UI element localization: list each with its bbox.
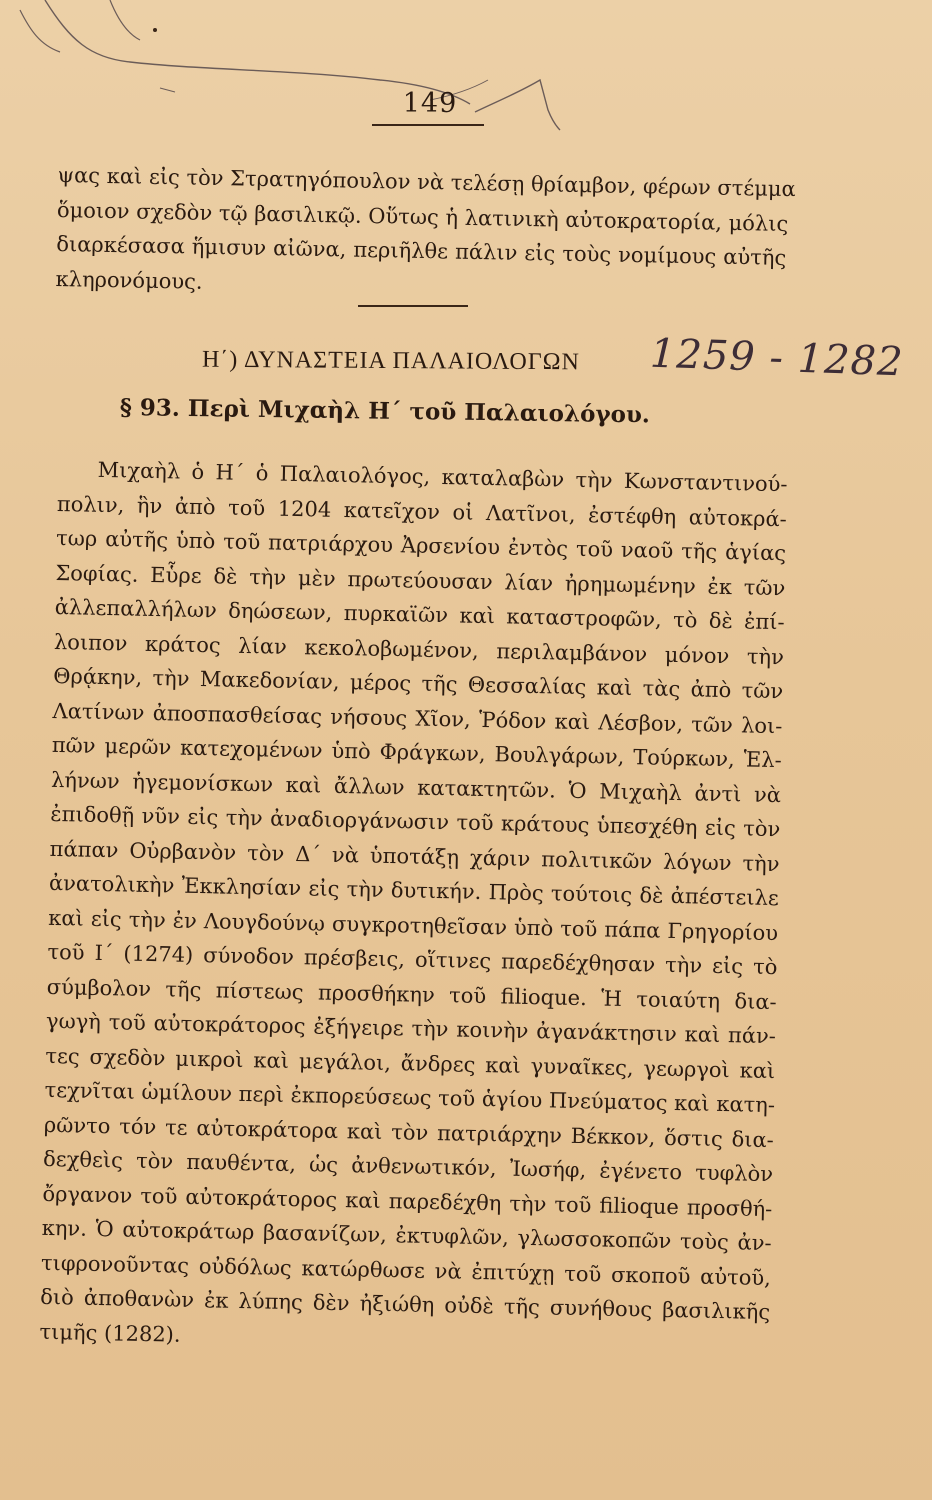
text-line: λοιπον κράτος λίαν κεκολοβωμένον, περιλαμβάνον μόνον τὴν	[53, 629, 785, 669]
paragraph-heading: § 93. Περὶ Μιχαὴλ Η΄ τοῦ Παλαιολόγου.	[119, 394, 651, 429]
text-line: ἀλλεπαλλήλων δηώσεων, πυρκαϊῶν καὶ καταστροφῶν, τὸ δὲ ἐπί-	[54, 594, 785, 635]
text-line: πολιν, ἣν ἀπὸ τοῦ 1204 κατεῖχον οἱ Λατῖνοι, ἐστέφθη αὐτοκρά-	[56, 491, 788, 531]
text-line: καὶ εἰς τὴν ἐν Λουγδούνῳ συγκροτηθεῖσαν ὑπὸ τοῦ πάπα Γρηγορίου	[47, 905, 779, 945]
text-line: Μιχαὴλ ὁ Η΄ ὁ Παλαιολόγος, καταλαβὼν τὴν Κωνσταντινού-	[97, 457, 788, 497]
text-line: ψας καὶ εἰς τὸν Στρατηγόπουλον νὰ τελέσῃ θρίαμβον, φέρων στέμμα	[57, 162, 796, 202]
section-divider	[358, 305, 468, 307]
text-line: δεχθεὶς τὸν παυθέντα, ὡς ἀνθενωτικόν, Ἰωσήφ, ἐγένετο τυφλὸν	[42, 1146, 774, 1187]
text-line: ρῶντο τόν τε αὐτοκράτορα καὶ τὸν πατριάρχην Βέκκον, ὅστις δια-	[43, 1112, 775, 1152]
section-heading: Η΄) ΔΥΝΑΣΤΕΙΑ ΠΑΛΑΙΟΛΟΓΩΝ	[201, 346, 580, 376]
text-line: γωγὴ τοῦ αὐτοκράτορος ἐξήγειρε τὴν κοινὴν ἀγανάκτησιν καὶ πάν-	[45, 1008, 777, 1049]
pencil-scribble	[0, 0, 932, 140]
body-paragraph	[39, 452, 788, 1364]
text-line: Θρᾴκην, τὴν Μακεδονίαν, μέρος τῆς Θεσσαλίας καὶ τὰς ἀπὸ τῶν	[53, 663, 784, 704]
text-line: κληρονόμους.	[55, 266, 203, 294]
text-line: διαρκέσασα ἥμισυν αἰῶνα, περιῆλθε πάλιν εἰς τοὺς νομίμους αὐτῆς	[56, 231, 787, 270]
page-number: 149	[402, 88, 458, 119]
text-line: λήνων ἡγεμονίσκων καὶ ἄλλων κατακτητῶν. Ὁ Μιχαὴλ ἀντὶ νὰ	[50, 767, 782, 807]
handwritten-annotation: 1259 - 1282	[649, 330, 905, 386]
text-line: ἀνατολικὴν Ἐκκλησίαν εἰς τὴν δυτικήν. Πρὸς τούτοις δὲ ἀπέστειλε	[48, 870, 780, 911]
text-line: τωρ αὐτῆς ὑπὸ τοῦ πατριάρχου Ἀρσενίου ἐντὸς τοῦ ναοῦ τῆς ἁγίας	[55, 525, 787, 566]
text-line: ὅμοιον σχεδὸν τῷ βασιλικῷ. Οὕτως ἡ λατινικὴ αὐτοκρατορία, μόλις	[56, 197, 789, 236]
text-line: διὸ ἀποθανὼν ἐκ λύπης δὲν ἠξιώθη οὐδὲ τῆς συνήθους βασιλικῆς	[40, 1284, 771, 1325]
text-line: τιφρονοῦντας οὐδόλως κατώρθωσε νὰ ἐπιτύχῃ τοῦ σκοποῦ αὐτοῦ,	[40, 1250, 772, 1290]
text-line: τιμῆς (1282).	[39, 1319, 181, 1347]
text-line: κην. Ὁ αὐτοκράτωρ βασανίζων, ἐκτυφλῶν, γλωσσοκοπῶν τοὺς ἀν-	[41, 1215, 772, 1256]
text-line: Σοφίας. Εὗρε δὲ τὴν μὲν πρωτεύουσαν λίαν ἠρημωμένην ἐκ τῶν	[55, 560, 786, 600]
text-line: τεχνῖται ὡμίλουν περὶ ἐκπορεύσεως τοῦ ἁγίου Πνεύματος καὶ κατη-	[44, 1077, 776, 1118]
text-line: τοῦ Ι΄ (1274) σύνοδον πρέσβεις, οἵτινες παρεδέχθησαν τὴν εἰς τὸ	[47, 939, 778, 980]
text-line: πάπαν Οὐρβανὸν τὸν Δ΄ νὰ ὑποτάξῃ χάριν πολιτικῶν λόγων τὴν	[49, 836, 780, 876]
text-line: ὄργανον τοῦ αὐτοκράτορος καὶ παρεδέχθη τὴν τοῦ filioque προσθή-	[42, 1181, 773, 1221]
page-number-underline	[372, 124, 484, 126]
text-line: ἐπιδοθῇ νῦν εἰς τὴν ἀναδιοργάνωσιν τοῦ κράτους ὑπεσχέθη εἰς τὸν	[50, 801, 781, 842]
text-line: σύμβολον τῆς πίστεως προσθήκην τοῦ filioque. Ἡ τοιαύτη δια-	[46, 974, 777, 1014]
text-line: πῶν μερῶν κατεχομένων ὑπὸ Φράγκων, Βουλγάρων, Τούρκων, Ἑλ-	[51, 732, 782, 773]
intro-paragraph	[55, 158, 796, 310]
text-line: τες σχεδὸν μικροὶ καὶ μεγάλοι, ἄνδρες καὶ γυναῖκες, γεωργοὶ καὶ	[45, 1043, 776, 1083]
text-line: Λατίνων ἀποσπασθείσας νήσους Χῖον, Ῥόδον καὶ Λέσβον, τῶν λοι-	[52, 698, 783, 738]
